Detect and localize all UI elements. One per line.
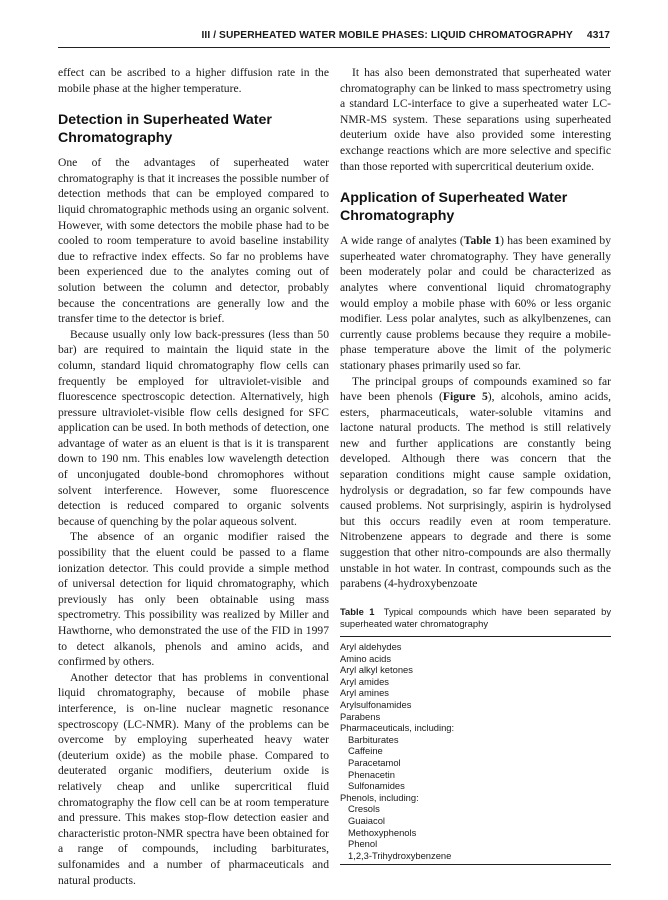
table-item: Aryl alkyl ketones (340, 664, 413, 676)
section-heading-application: Application of Superheated Water Chromatography (340, 190, 568, 224)
section-heading-detection: Detection in Superheated Water Chromatography (58, 112, 272, 146)
table-item: Phenol (348, 838, 378, 850)
table-item: Phenacetin (348, 768, 395, 780)
table-item: Aryl amines (340, 687, 389, 699)
table-item: Caffeine (348, 745, 383, 757)
table-item: Aryl aldehydes (340, 641, 402, 652)
paragraph: A wide range of analytes (Table 1) has been examined by superheated water chromatography. They have generally been moderately polar and could be characterized as analytes where conventional liquid chromatography would employ a mobile phase with 60% or less organic modifier. Less polar analytes, such as alkylbenzenes, can currently cause problems because they require a mobile-phase temperature above the limit of the polymeric stationary phases primarily used so far. (340, 234, 611, 372)
table-item: Sulfonamides (348, 780, 405, 792)
paragraph: One of the advantages of superheated water chromatography is that it increases the possible number of detection methods that can be employed compared to liquid chromatographic methods using an organic solvent. However, with some detectors the mobile phase had to be cooled to room temperature to avoid baseline instability due to refractive index effects. So far no problems have been experienced due to the analytes coming out of solution between the column and detector, probably because the concentrations are generally low and the transfer time to the detector is brief. (58, 156, 329, 326)
running-title: III / SUPERHEATED WATER MOBILE PHASES: LIQUID CHROMATOGRAPHY (201, 30, 573, 41)
right-column (340, 65, 611, 865)
table-item: Methoxyphenols (348, 826, 417, 838)
table-reference-link[interactable]: Table 1 (463, 234, 501, 248)
table-item: Amino acids (340, 652, 392, 664)
table-item: Phenols, including: (340, 791, 419, 803)
table-label: Table 1 (340, 605, 375, 617)
left-column (58, 65, 329, 888)
table-item: Aryl amides (340, 675, 389, 687)
table-item: Cresols (348, 803, 380, 815)
paragraph: Because usually only low back-pressures (less than 50 bar) are required to maintain the liquid state in the column, standard liquid chromatography flow cells can frequently be employed for ultraviolet-visible and fluorescence spectroscopic detection. Alternatively, high pressure ultraviolet-visible flow cells designed for SFC application can be used. In both methods of detection, one advantage of water as an eluent is that is it is transparent down to 190 nm. This enables low wavelength detection of unconjugated double-bond chromophores without solvent interference. However, some fluorescence detection is reduced compared to organic solvents because of quenching by the polar aqueous solvent. (58, 327, 329, 528)
running-header (58, 30, 610, 44)
page-number: 4317 (586, 30, 610, 41)
table-compound-list (340, 637, 611, 864)
table-item: Pharmaceuticals, including: (340, 722, 455, 734)
table-item: 1,2,3-Trihydroxybenzene (348, 849, 452, 861)
paragraph: Another detector that has problems in conventional liquid chromatography, because of mobile phase interference, is on-line nuclear magnetic resonance spectroscopy (LC-NMR). Many of the problems can be overcome by employing superheated heavy water (deuterium oxide) as the mobile phase. Compared to deuterated organic modifiers, deuterium oxide is relatively cheap and unlike supercritical fluid chromatography the flow cell can be at room temperature and pressure. This makes stop-flow detection easier and characteristic proton-NMR spectra have been obtained for a range of compounds, including barbiturates, sulfonamides and a number of pharmaceuticals and natural products. (58, 670, 329, 887)
table-item: Parabens (340, 710, 381, 722)
paragraph: The absence of an organic modifier raised the possibility that the eluent could be passed to a flame ionization detector. This could provide a simple method of universal detection for liquid chromatography, which previously has only been obtainable using mass spectrometry. This possibility was realized by Miller and Hawthorne, who demonstrated the use of the FID in 1997 to detect alkanols, phenols and amino acids, and confirmed by others. (58, 530, 329, 669)
figure-reference-link[interactable]: Figure 5 (442, 390, 488, 404)
table-1 (340, 606, 611, 865)
table-item: Guaiacol (348, 814, 386, 826)
continued-paragraph: effect can be ascribed to a higher diffusion rate in the mobile phase at the higher temperature. (58, 66, 329, 95)
paragraph: It has also been demonstrated that superheated water chromatography can be linked to mass spectrometry using a standard LC-interface to give a superheated water LC-NMR-MS system. These separations using superheated deuterium oxide have also provided some interesting exchange reactions which are more selective and specific than those reported with supercritical deuterium oxide. (340, 66, 611, 173)
table-item: Arylsulfonamides (340, 698, 412, 710)
header-rule (58, 47, 610, 48)
table-item: Paracetamol (348, 756, 401, 768)
table-item: Barbiturates (348, 733, 399, 745)
paragraph: The principal groups of compounds examined so far have been phenols (Figure 5), alcohols, amino acids, esters, pharmaceuticals, water-soluble vitamins and lactone natural products. The method is still relatively new and further applications are constantly being developed. Although there was concern that the separation conditions might cause sample oxidation, hydrolysis or degradation, so far few compounds have caused problems. Not surprisingly, aspirin is hydrolysed but this occurs readily even at room temperature. Nitrobenzene appears to degrade and there is some suggestion that other nitro-compounds are also thermally unstable in hot water. In contrast, compounds such as the parabens (4-hydroxybenzoate (340, 374, 611, 591)
table-bottom-rule (340, 864, 611, 865)
table-caption: Table 1 Typical compounds which have been separated by superheated water chromatography (340, 605, 612, 630)
